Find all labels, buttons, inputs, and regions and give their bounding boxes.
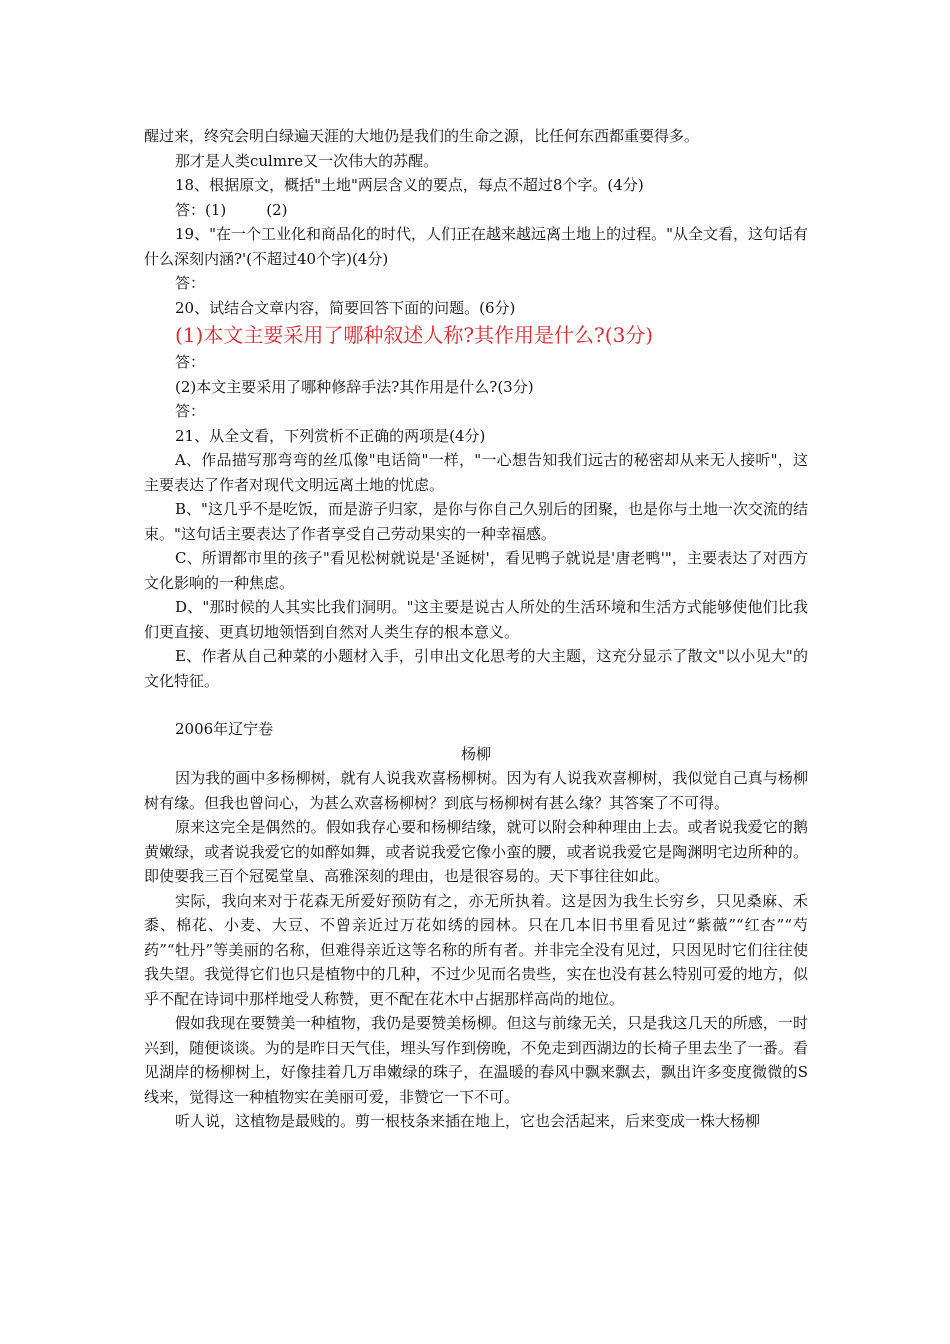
question-21-option-a: A、作品描写那弯弯的丝瓜像"电话筒"一样，"一心想告知我们远古的秘密却从来无人接听"，这主要表达了作者对现代文明远离土地的忧虑。 xyxy=(144,451,808,494)
paragraph-culture: 那才是人类culmre又一次伟大的苏醒。 xyxy=(175,151,439,170)
question-18-answer xyxy=(144,198,808,223)
question-20-2-answer: 答： xyxy=(175,402,206,420)
question-18: 18、根据原文，概括"土地"两层含义的要点，每点不超过8个字。(4分) xyxy=(175,176,644,194)
question-20-2: (2)本文主要采用了哪种修辞手法?其作用是什么?(3分) xyxy=(175,377,534,396)
question-20-1-highlighted: (1)本文主要采用了哪种叙述人称?其作用是什么?(3分) xyxy=(175,323,654,347)
question-21-option-d: D、"那时候的人其实比我们洞明。"这主要是说古人所处的生活环境和生活方式能够使他们比我们更直接、更真切地领悟到自然对人类生存的根本意义。 xyxy=(144,598,808,641)
question-19: 19、"在一个工业化和商品化的时代，人们正在越来越远离土地上的过程。"从全文看，这句话有什么深刻内涵?'(不超过40个字)(4分) xyxy=(144,225,808,268)
paragraph-intro: 醒过来，终究会明白绿遍天涯的大地仍是我们的生命之源，比任何东西都重要得多。 xyxy=(144,127,700,145)
article-paragraph-4: 假如我现在要赞美一种植物，我仍是要赞美杨柳。但这与前缘无关，只是我这几天的所感，一时兴到，随便谈谈。为的是昨日天气佳，埋头写作到傍晚，不免走到西湖边的长椅子里去坐了一番。看见湖岸的杨柳树上，好像挂着几万串嫩绿的珠子，在温暖的春风中飘来飘去，飘出许多变度微微的S线来，觉得这一种植物实在美丽可爱，非赞它一下不可。 xyxy=(144,1014,808,1106)
question-19-answer: 答： xyxy=(175,274,206,292)
article-paragraph-5: 听人说，这植物是最贱的。剪一根枝条来插在地上，它也会活起来，后来变成一株大杨柳 xyxy=(175,1112,761,1130)
article-title: 杨柳 xyxy=(460,744,491,763)
question-21-option-e: E、作者从自己种菜的小题材入手，引申出文化思考的大主题，这充分显示了散文"以小见大"的文化特征。 xyxy=(144,647,808,690)
answer-label-1: 答：(1) xyxy=(175,200,227,219)
question-21-option-c: C、所谓都市里的孩子"看见松树就说是'圣诞树'，看见鸭子就说是'唐老鸭'"，主要表达了对西方文化影响的一种焦虑。 xyxy=(144,549,808,592)
section-gap xyxy=(144,693,808,717)
answer-label-2: (2) xyxy=(266,200,288,219)
section-heading: 2006年辽宁卷 xyxy=(175,720,274,738)
article-paragraph-3: 实际，我向来对于花森无所爱好预防有之，亦无所执着。这是因为我生长穷乡，只见桑麻、禾黍、棉花、小麦、大豆、不曾亲近过万花如绣的园林。只在几本旧书里看见过“紫薇”“红杏”“芍药”“牡丹”等美丽的名称，但难得亲近这等名称的所有者。并非完全没有见过，只因见时它们往往使我失望。我觉得它们也只是植物中的几种，不过少见而名贵些，实在也没有甚么特别可爱的地方，似乎不配在诗词中那样地受人称赞，更不配在花木中占据那样高尚的地位。 xyxy=(144,891,808,1008)
question-20-1-answer: 答： xyxy=(175,353,206,371)
article-paragraph-2: 原来这完全是偶然的。假如我存心要和杨柳结缘，就可以附会种种理由上去。或者说我爱它的鹅黄嫩绿，或者说我爱它的如醉如舞，或者说我爱它像小蛮的腰，或者说我爱它是陶渊明宅边所种的。即使要我三百个冠冕堂皇、高雅深刻的理由，也是很容易的。天下事往往如此。 xyxy=(144,818,808,885)
question-21-option-b: B、"这几乎不是吃饭，而是游子归家，是你与你自己久别后的团聚，也是你与土地一次交流的结束。"这句话主要表达了作者享受自己劳动果实的一种幸福感。 xyxy=(144,500,808,543)
question-20: 20、试结合文章内容，简要回答下面的问题。(6分) xyxy=(175,298,516,317)
article-paragraph-1: 因为我的画中多杨柳树，就有人说我欢喜杨柳树。因为有人说我欢喜柳树，我似觉自己真与杨柳树有缘。但我也曾问心，为甚么欢喜杨柳树？到底与杨柳树有甚么缘？其答案了不可得。 xyxy=(144,769,808,812)
question-21: 21、从全文看，下列赏析不正确的两项是(4分) xyxy=(175,426,486,445)
document-page xyxy=(144,124,808,1134)
